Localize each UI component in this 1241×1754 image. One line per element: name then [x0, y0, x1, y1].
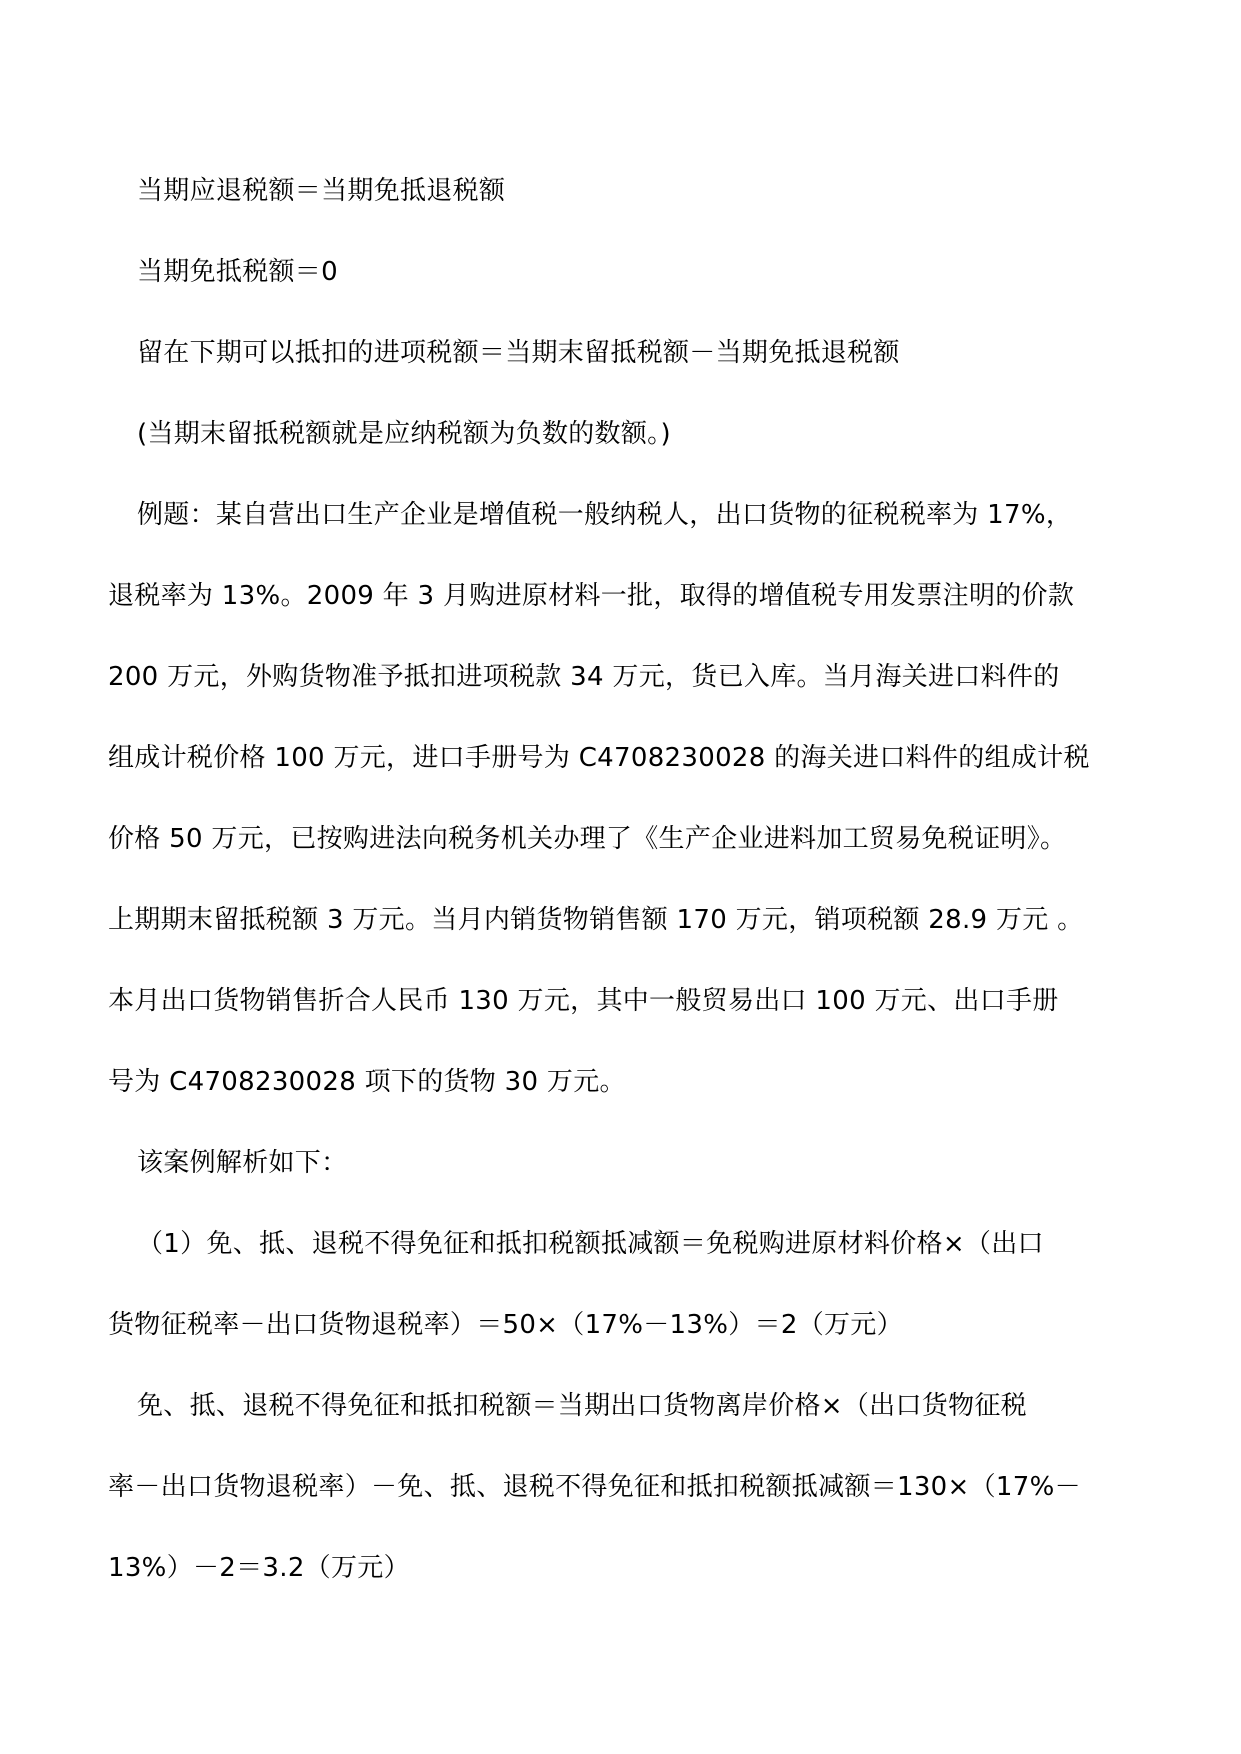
- paragraph-line: （1）免、抵、退税不得免征和抵扣税额抵减额＝免税购进原材料价格×（出口: [137, 1229, 1044, 1259]
- paragraph-line: 货物征税率－出口货物退税率）＝50×（17%－13%）＝2（万元）: [108, 1310, 903, 1340]
- paragraph-line: 200 万元，外购货物准予抵扣进项税款 34 万元，货已入库。当月海关进口料件的: [108, 662, 1060, 692]
- paragraph-line: 组成计税价格 100 万元，进口手册号为 C4708230028 的海关进口料件的组成计税: [108, 743, 1090, 773]
- paragraph-line: 号为 C4708230028 项下的货物 30 万元。: [108, 1067, 626, 1097]
- paragraph-line: 留在下期可以抵扣的进项税额＝当期末留抵税额－当期免抵退税额: [137, 338, 900, 368]
- paragraph-line: 例题：某自营出口生产企业是增值税一般纳税人，出口货物的征税税率为 17%，: [137, 500, 1073, 530]
- paragraph-line: 该案例解析如下：: [137, 1148, 348, 1178]
- paragraph-line: 率－出口货物退税率）－免、抵、退税不得免征和抵扣税额抵减额＝130×（17%－: [108, 1472, 1081, 1502]
- paragraph-line: 退税率为 13%。2009 年 3 月购进原材料一批，取得的增值税专用发票注明的价款: [108, 581, 1075, 611]
- paragraph-line: 当期应退税额＝当期免抵退税额: [137, 176, 506, 206]
- paragraph-line: (当期末留抵税额就是应纳税额为负数的数额。): [137, 419, 671, 449]
- paragraph-line: 上期期末留抵税额 3 万元。当月内销货物销售额 170 万元，销项税额 28.9 万元 。: [108, 905, 1084, 935]
- paragraph-line: 13%）－2＝3.2（万元）: [108, 1553, 410, 1583]
- paragraph-line: 免、抵、退税不得免征和抵扣税额＝当期出口货物离岸价格×（出口货物征税: [137, 1391, 1027, 1421]
- paragraph-line: 当期免抵税额＝0: [137, 257, 338, 287]
- paragraph-line: 价格 50 万元，已按购进法向税务机关办理了《生产企业进料加工贸易免税证明》。: [108, 824, 1067, 854]
- paragraph-line: 本月出口货物销售折合人民币 130 万元，其中一般贸易出口 100 万元、出口手册: [108, 986, 1059, 1016]
